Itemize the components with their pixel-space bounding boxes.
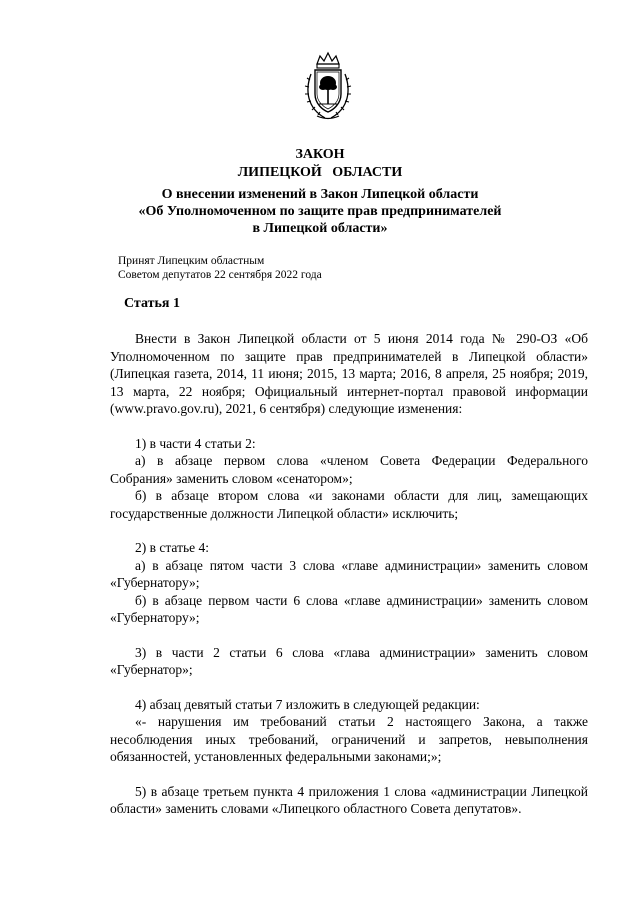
subtitle-line-1: О внесении изменений в Закон Липецкой области bbox=[161, 187, 479, 202]
item-4: 4) абзац девятый статьи 7 изложить в следующей редакции: bbox=[135, 696, 480, 712]
item-5: 5) в абзаце третьем пункта 4 приложения 1 слова «администрации Липецкой области» заменить словами «Липецкого областного Совета депутатов». bbox=[110, 783, 588, 816]
item-4-text: «- нарушения им требований статьи 2 настоящего Закона, а также несоблюдения иных требований, ограничений и запретов, невыполнения обязанностей, установленных федеральными законами;»; bbox=[110, 714, 588, 764]
law-subtitle bbox=[0, 186, 640, 237]
subtitle-line-3: в Липецкой области» bbox=[252, 221, 388, 236]
item-2b: б) в абзаце первом части 6 слова «главе администрации» заменить словом «Губернатору»; bbox=[110, 592, 588, 625]
item-2a: а) в абзаце пятом части 3 слова «главе администрации» заменить словом «Губернатору»; bbox=[110, 557, 588, 590]
adoption-line-1: Принят Липецким областным bbox=[118, 255, 265, 267]
title-line-2: ЛИПЕЦКОЙ ОБЛАСТИ bbox=[237, 165, 403, 180]
title-line-1: ЗАКОН bbox=[295, 147, 345, 162]
item-1a: а) в абзаце первом слова «членом Совета Федерации Федерального Собрания» заменить словом «сенатором»; bbox=[110, 453, 588, 486]
law-title bbox=[0, 146, 640, 182]
subtitle-line-2: «Об Уполномоченном по защите прав предпринимателей bbox=[138, 204, 502, 219]
article-body bbox=[110, 330, 588, 818]
coat-of-arms-icon bbox=[303, 50, 353, 122]
adoption-note bbox=[118, 254, 418, 282]
item-3: 3) в части 2 статьи 6 слова «глава администрации» заменить словом «Губернатор»; bbox=[110, 644, 588, 677]
article-intro: Внести в Закон Липецкой области от 5 июня 2014 года № 290-ОЗ «Об Уполномоченном по защите прав предпринимателей в Липецкой области» (Липецкая газета, 2014, 11 июня; 2015, 13 марта; 2016, 8 апреля, 25 ноября; 2019, 13 марта, 22 ноября; Официальный интернет-портал правовой информации (www.pravo.gov.ru), 2021, 6 сентября) следующие изменения: bbox=[110, 331, 588, 416]
item-2: 2) в статье 4: bbox=[135, 540, 209, 555]
item-1b: б) в абзаце втором слова «и законами области для лиц, замещающих государственные должности Липецкой области» исключить; bbox=[110, 488, 588, 521]
article-heading: Статья 1 bbox=[124, 296, 180, 311]
adoption-line-2: Советом депутатов 22 сентября 2022 года bbox=[118, 269, 322, 281]
item-1: 1) в части 4 статьи 2: bbox=[135, 435, 256, 451]
